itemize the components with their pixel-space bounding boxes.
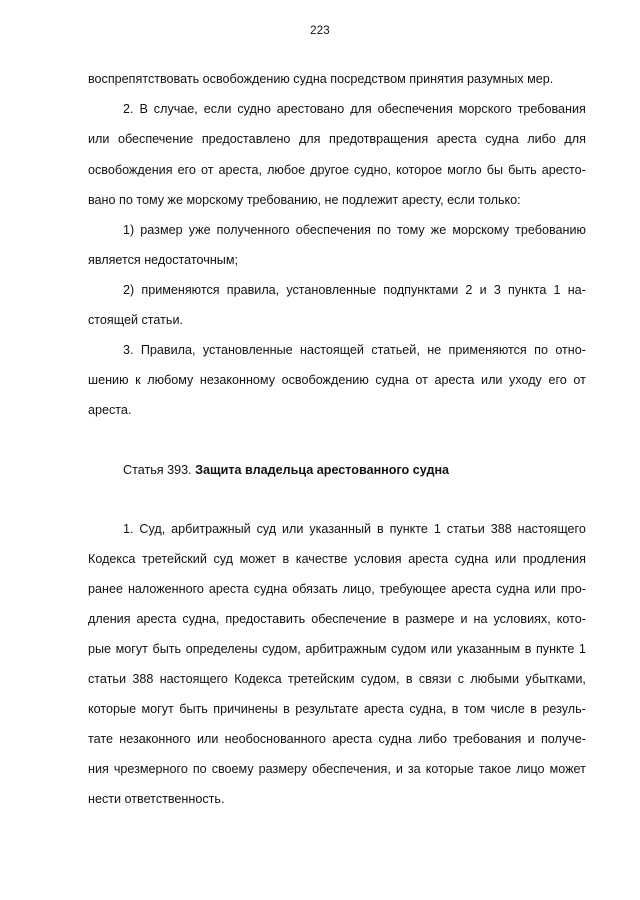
word: на- [567,283,586,297]
word: освобождению [281,373,369,387]
text-line: стоящей статьи. [88,313,184,327]
text-line: является недостаточным; [88,253,238,267]
word: тате [88,732,113,746]
word: 2. [123,102,134,116]
word: же [430,223,447,237]
word: судна, [409,702,447,716]
word: могут [141,702,174,716]
word: или [534,582,556,596]
text-line: ареста. [88,403,132,417]
word: любыми [470,672,520,686]
text-line [88,552,586,566]
word: третейский [141,552,207,566]
text-line: воспрепятствовать освобождению судна посредством принятия разумных мер. [88,72,554,86]
word: для [298,132,321,146]
word: может [549,762,586,776]
word: в [530,702,537,716]
text-line [88,702,586,716]
word: 3. [123,343,134,357]
word: по [192,762,207,776]
word: подпунктами [383,283,459,297]
word: от [415,373,428,387]
word: ареста [434,373,475,387]
word: обеспечение [311,612,387,626]
text-line [88,132,586,146]
word: В [139,102,148,116]
word: с [457,672,464,686]
word: Кодекса [234,672,282,686]
word: Кодекса [88,552,136,566]
word: арбитражным [305,642,387,656]
text-line [88,373,586,387]
word: его [177,163,196,177]
word: правила, [226,283,280,297]
word: уже [188,223,211,237]
word: требованию [515,223,586,237]
word: пункте [389,522,428,536]
word: или [88,132,110,146]
text-line [88,672,586,686]
word: судно [237,102,271,116]
word: шению [88,373,129,387]
word: предотвращения [329,132,429,146]
word: морского [458,102,512,116]
word: которые [425,762,474,776]
word: суд [213,552,233,566]
word: другое [310,163,349,177]
word: судна, [182,612,220,626]
text-line [88,642,586,656]
word: рые [88,642,112,656]
word: в [376,522,384,536]
word: судна [375,373,409,387]
word: быть [508,163,537,177]
word: настоящего [159,672,228,686]
word: предоставлено [201,132,291,146]
text-line [88,612,586,626]
word: такое [478,762,512,776]
word: отно- [555,343,586,357]
text-line [123,522,586,536]
word: 1. [123,522,134,536]
text-line [123,283,586,297]
word: для [350,102,372,116]
word: освобождения [88,163,173,177]
word: 2 [465,283,473,297]
word: определены [185,642,258,656]
word: по [534,343,548,357]
word: указанный [309,522,372,536]
page-number: 223 [310,25,330,37]
word: на [473,612,488,626]
word: от [200,163,214,177]
article-heading [123,463,449,477]
word: полученного [216,223,290,237]
word: 1 [553,283,561,297]
word: быть [179,702,208,716]
text-line [88,582,586,596]
word: обеспечения, [312,762,391,776]
word: или [196,732,219,746]
word: чрезмерного [113,762,188,776]
word: настоящего [517,522,586,536]
word: или [282,522,304,536]
word: судом [391,642,427,656]
word: может [239,552,276,566]
word: от [573,373,586,387]
word: арбитражный [171,522,251,536]
word: размере [405,612,455,626]
word: результате [295,702,359,716]
word: требования [517,102,586,116]
word: для [564,132,586,146]
word: или [494,552,517,566]
word: и [460,612,468,626]
word: размеру [258,762,308,776]
text-line [88,732,586,746]
word: статьей, [371,343,420,357]
word: связи [418,672,452,686]
word: быть [152,642,182,656]
word: установленные [202,343,293,357]
word: либо [527,132,556,146]
word: в [451,702,459,716]
word: любому [147,373,194,387]
word: своему [211,762,254,776]
word: наложенного [127,582,204,596]
word: незаконного [119,732,191,746]
word: причинены [213,702,278,716]
word: и [527,732,535,746]
word: пункта [508,283,547,297]
word: 2) [123,283,135,297]
word: по [377,223,391,237]
word: любое [267,163,306,177]
word: уходу [509,373,542,387]
word: в [392,612,400,626]
word: дления [88,612,131,626]
word: лицо [516,762,545,776]
word: том [463,702,486,716]
word: судна [454,552,489,566]
word: в [283,702,290,716]
word: ареста [208,582,249,596]
word: 388 [490,522,512,536]
word: ранее [88,582,123,596]
word: числе [490,702,525,716]
text-line [88,762,586,776]
word: ареста [136,612,177,626]
word: 3 [493,283,501,297]
word: получе- [540,732,586,746]
word: могут [115,642,148,656]
text-line [123,223,586,237]
word: качестве [295,552,348,566]
word: третейским [287,672,355,686]
word: и [479,283,487,297]
word: судом, [262,642,301,656]
word: резуль- [542,702,586,716]
word: и [395,762,403,776]
word: обеспечения [295,223,371,237]
word: или [430,642,453,656]
word: тому [396,223,425,237]
word: кото- [556,612,586,626]
word: предоставить [225,612,306,626]
word: морскому [452,223,510,237]
word: бы [486,163,503,177]
word: его [548,373,567,387]
word: убытками, [525,672,586,686]
word: необоснованного [224,732,326,746]
word: указанным [456,642,521,656]
article-label: Статья 393. [123,463,192,477]
word: 1 [578,642,586,656]
word: судом, [360,672,400,686]
word: условиях, [493,612,551,626]
word: судна [496,582,530,596]
word: в [405,672,413,686]
word: Суд, [139,522,166,536]
word: ареста [436,132,477,146]
word: обеспечения [377,102,453,116]
word: Правила, [140,343,196,357]
word: размер [140,223,183,237]
word: требования [453,732,522,746]
word: судна [253,582,288,596]
word: к [135,373,141,387]
article-title: Защита владельца арестованного судна [195,463,450,477]
text-line [88,163,586,177]
word: 1) [123,223,135,237]
word: суд [256,522,277,536]
word: судно, [354,163,392,177]
word: установленные [286,283,377,297]
word: обеспечение [117,132,194,146]
word: условия [354,552,402,566]
word: ния [88,762,109,776]
word: если [203,102,232,116]
word: требующее [379,582,447,596]
word: статьи [88,672,127,686]
word: про- [560,582,586,596]
word: незаконному [199,373,276,387]
word: в [524,642,532,656]
text-line [123,102,586,116]
word: лицо, [342,582,375,596]
word: применяются [448,343,527,357]
word: ареста [408,552,449,566]
word: ареста [363,702,404,716]
word: случае, [153,102,198,116]
word: могло [447,163,482,177]
word: аресто- [541,163,586,177]
word: 388 [132,672,154,686]
word: продления [522,552,586,566]
word: обязать [292,582,338,596]
word: настоящей [300,343,364,357]
word: ареста [451,582,492,596]
word: которые [88,702,137,716]
word: пункте [535,642,575,656]
word: 1 [433,522,441,536]
word: в [282,552,290,566]
word: применяются [141,283,220,297]
word: за [407,762,421,776]
word: судна [378,732,412,746]
word: ареста [332,732,373,746]
word: ареста, [218,163,262,177]
text-line: вано по тому же морскому требованию, не подлежит аресту, если только: [88,193,521,207]
text-line: нести ответственность. [88,792,225,806]
word: которое [396,163,443,177]
word: судна [485,132,519,146]
word: или [481,373,503,387]
word: статьи [446,522,485,536]
word: либо [418,732,447,746]
word: арестовано [276,102,345,116]
text-line [123,343,586,357]
word: не [427,343,442,357]
